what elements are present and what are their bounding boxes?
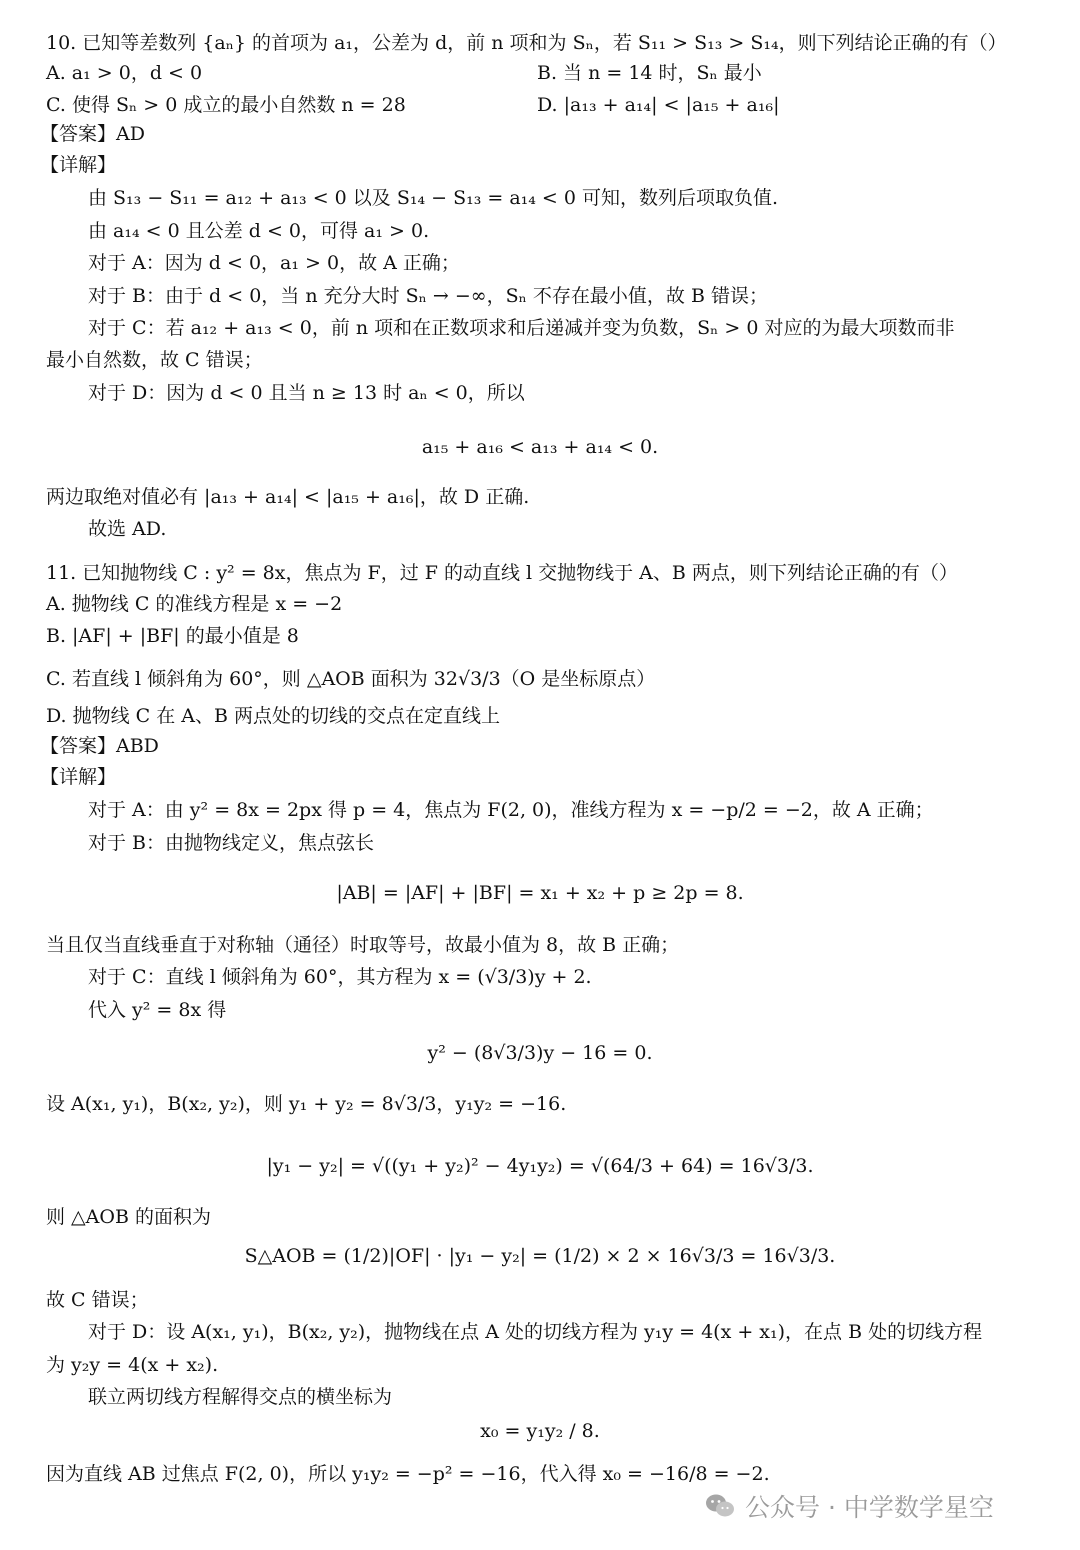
q11-display-equation-2: y² − (8√3/3)y − 16 = 0. — [427, 1042, 653, 1064]
q10-option-b: B. 当 n = 14 时，Sₙ 最小 — [537, 62, 762, 84]
q10-detail-line-5: 对于 C：若 a₁₂ + a₁₃ < 0，前 n 项和在正数项求和后递减并变为负数，Sₙ > 0 对应的为最大项数而非 — [88, 317, 955, 339]
q11-display-equation-3: |y₁ − y₂| = √((y₁ + y₂)² − 4y₁y₂) = √(64/3 + 64) = 16√3/3. — [266, 1155, 814, 1177]
q10-detail-heading: 【详解】 — [40, 154, 117, 176]
q10-stem: 10. 已知等差数列 {aₙ} 的首项为 a₁，公差为 d，前 n 项和为 Sₙ，若 S₁₁ > S₁₃ > S₁₄，则下列结论正确的有（） — [46, 32, 1007, 54]
q11-detail-line-7: 则 △AOB 的面积为 — [46, 1206, 211, 1228]
q11-detail-line-12: 因为直线 AB 过焦点 F(2, 0)，所以 y₁y₂ = −p² = −16，代入得 x₀ = −16/8 = −2. — [46, 1463, 770, 1485]
watermark — [705, 1488, 994, 1524]
q11-answer: 【答案】ABD — [40, 735, 159, 757]
q11-option-a: A. 抛物线 C 的准线方程是 x = −2 — [46, 593, 343, 615]
q11-option-c: C. 若直线 l 倾斜角为 60°，则 △AOB 面积为 32√3/3（O 是坐标原点） — [46, 668, 656, 690]
q10-option-c: C. 使得 Sₙ > 0 成立的最小自然数 n = 28 — [46, 94, 406, 116]
q11-stem: 11. 已知抛物线 C : y² = 8x，焦点为 F，过 F 的动直线 l 交抛物线于 A、B 两点，则下列结论正确的有（） — [46, 562, 958, 584]
q11-option-b: B. |AF| + |BF| 的最小值是 8 — [46, 625, 299, 647]
q10-detail-line-1: 由 S₁₃ − S₁₁ = a₁₂ + a₁₃ < 0 以及 S₁₄ − S₁₃ = a₁₄ < 0 可知，数列后项取负值. — [88, 187, 779, 209]
q10-answer: 【答案】AD — [40, 123, 145, 145]
q10-detail-line-2: 由 a₁₄ < 0 且公差 d < 0，可得 a₁ > 0. — [88, 220, 430, 242]
q11-detail-line-11: 联立两切线方程解得交点的横坐标为 — [88, 1386, 393, 1408]
wechat-icon — [705, 1493, 735, 1519]
q11-detail-line-1: 对于 A：由 y² = 8x = 2px 得 p = 4，焦点为 F(2, 0)，准线方程为 x = −p/2 = −2，故 A 正确； — [88, 799, 934, 821]
q10-option-d: D. |a₁₃ + a₁₄| < |a₁₅ + a₁₆| — [537, 94, 780, 116]
q11-detail-line-10: 为 y₂y = 4(x + x₂). — [46, 1354, 219, 1376]
q10-display-equation: a₁₅ + a₁₆ < a₁₃ + a₁₄ < 0. — [421, 436, 659, 458]
q11-detail-line-4: 对于 C：直线 l 倾斜角为 60°，其方程为 x = (√3/3)y + 2. — [88, 966, 592, 988]
q11-detail-line-3: 当且仅当直线垂直于对称轴（通径）时取等号，故最小值为 8，故 B 正确； — [46, 934, 680, 956]
q10-detail-line-8: 两边取绝对值必有 |a₁₃ + a₁₄| < |a₁₅ + a₁₆|，故 D 正确. — [46, 486, 530, 508]
q10-detail-line-4: 对于 B：由于 d < 0，当 n 充分大时 Sₙ → −∞，Sₙ 不存在最小值，故 B 错误； — [88, 285, 768, 307]
q11-detail-line-2: 对于 B：由抛物线定义，焦点弦长 — [88, 832, 375, 854]
q11-detail-heading: 【详解】 — [40, 766, 117, 788]
q11-detail-line-8: 故 C 错误； — [46, 1289, 149, 1311]
q11-display-equation-5: x₀ = y₁y₂ / 8. — [480, 1420, 600, 1442]
q10-detail-line-3: 对于 A：因为 d < 0，a₁ > 0，故 A 正确； — [88, 252, 460, 274]
q11-option-d: D. 抛物线 C 在 A、B 两点处的切线的交点在定直线上 — [46, 705, 501, 727]
q10-conclusion: 故选 AD. — [88, 518, 167, 540]
q11-detail-line-6: 设 A(x₁, y₁)，B(x₂, y₂)，则 y₁ + y₂ = 8√3/3，y₁y₂ = −16. — [46, 1093, 567, 1115]
q11-display-equation-4: S△AOB = (1/2)|OF| · |y₁ − y₂| = (1/2) × 2 × 16√3/3 = 16√3/3. — [244, 1245, 836, 1267]
q11-detail-line-9: 对于 D：设 A(x₁, y₁)，B(x₂, y₂)，抛物线在点 A 处的切线方程为 y₁y = 4(x + x₁)，在点 B 处的切线方程 — [88, 1321, 983, 1343]
q11-detail-line-5: 代入 y² = 8x 得 — [88, 999, 227, 1021]
q11-display-equation-1: |AB| = |AF| + |BF| = x₁ + x₂ + p ≥ 2p = 8. — [336, 882, 744, 904]
q10-detail-line-6: 最小自然数，故 C 错误； — [46, 349, 263, 371]
q10-option-a: A. a₁ > 0，d < 0 — [46, 62, 203, 84]
watermark-text: 公众号 · 中学数学星空 — [745, 1493, 994, 1522]
q10-detail-line-7: 对于 D：因为 d < 0 且当 n ≥ 13 时 aₙ < 0，所以 — [88, 382, 525, 404]
